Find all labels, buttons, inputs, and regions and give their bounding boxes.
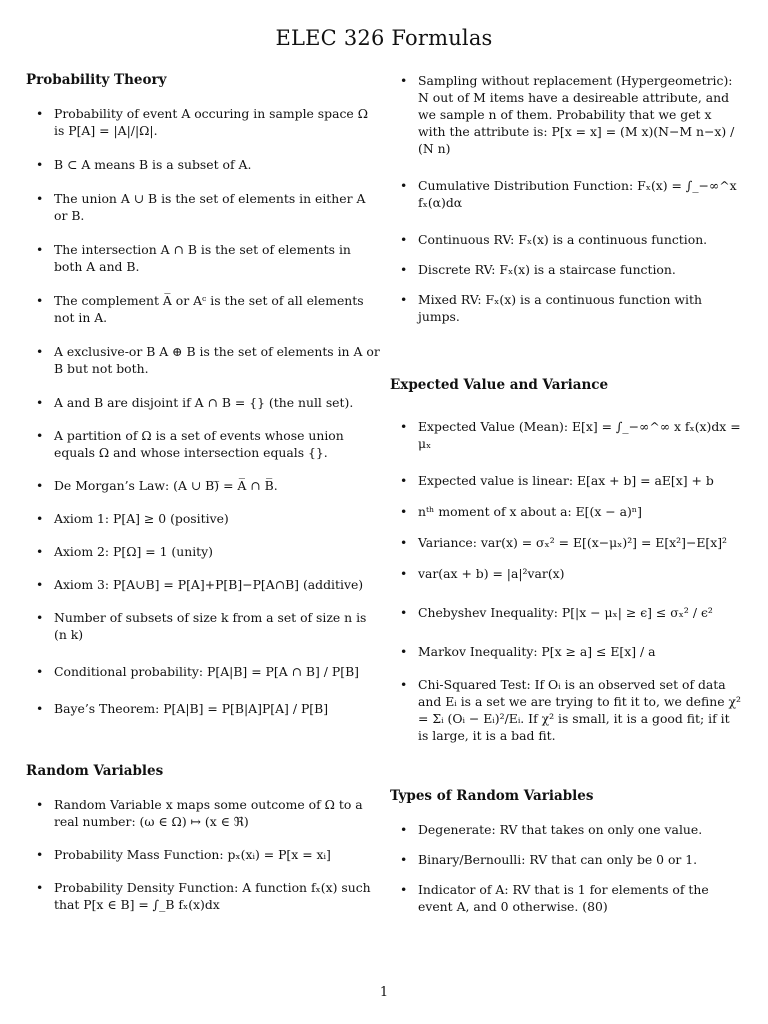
list-item: • The union A ∪ B is the set of elements in either A or B. xyxy=(26,190,380,224)
list-item: • Baye’s Theorem: P[A|B] = P[B|A]P[A] / P[B] xyxy=(26,700,380,717)
list-item: • A and B are disjoint if A ∩ B = {} (the null set). xyxy=(26,394,380,411)
right-column xyxy=(390,72,742,915)
list-item: • The intersection A ∩ B is the set of elements in both A and B. xyxy=(26,241,380,275)
list-item: • A partition of Ω is a set of events whose union equals Ω and whose intersection equals {}. xyxy=(26,427,380,461)
list-item: • Sampling without replacement (Hypergeometric): N out of M items have a desireable attribute, and we sample n of them. Probability that we get x with the attribute is: P[x = x] = (M x)(N−M n−x) / (N n) xyxy=(390,72,742,157)
list-item: • Number of subsets of size k from a set of size n is (n k) xyxy=(26,609,380,643)
list-item: • Axiom 2: P[Ω] = 1 (unity) xyxy=(26,543,380,560)
page-number: 1 xyxy=(379,985,389,1000)
list-item: • Chi-Squared Test: If Oᵢ is an observed set of data and Eᵢ is a set we are trying to fit it to, we define χ² = Σᵢ (Oᵢ − Eᵢ)²/Eᵢ. If χ² is small, it is a good fit; if it is large, it is a bad fit. xyxy=(390,676,742,744)
section-heading-random-variables: Random Variables xyxy=(26,763,164,779)
list-item: • var(ax + b) = |a|²var(x) xyxy=(390,565,742,582)
section-heading-types-of-random-variables: Types of Random Variables xyxy=(390,788,594,804)
expected-value-list xyxy=(390,418,742,744)
left-column xyxy=(26,72,380,913)
list-item: • nᵗʰ moment of x about a: E[(x − a)ⁿ] xyxy=(390,503,742,520)
list-item: • Binary/Bernoulli: RV that can only be 0 or 1. xyxy=(390,851,742,868)
list-item: • Discrete RV: Fₓ(x) is a staircase function. xyxy=(390,261,742,278)
list-item: • Expected Value (Mean): E[x] = ∫_−∞^∞ x fₓ(x)dx = μₓ xyxy=(390,418,742,452)
list-item: • B ⊂ A means B is a subset of A. xyxy=(26,156,380,173)
list-item: • Continuous RV: Fₓ(x) is a continuous function. xyxy=(390,231,742,248)
list-item: • The complement A̅ or Aᶜ is the set of all elements not in A. xyxy=(26,292,380,326)
list-item: • Probability of event A occuring in sample space Ω is P[A] = |A|/|Ω|. xyxy=(26,105,380,139)
list-item: • Conditional probability: P[A|B] = P[A ∩ B] / P[B] xyxy=(26,663,380,680)
list-item: • Chebyshev Inequality: P[|x − μₓ| ≥ ϵ] ≤ σₓ² / ϵ² xyxy=(390,604,742,621)
list-item: • Axiom 3: P[A∪B] = P[A]+P[B]−P[A∩B] (additive) xyxy=(26,576,380,593)
section-heading-probability-theory: Probability Theory xyxy=(26,72,167,88)
page-title: ELEC 326 Formulas xyxy=(275,26,493,50)
list-item: • Indicator of A: RV that is 1 for elements of the event A, and 0 otherwise. (80) xyxy=(390,881,742,915)
probability-theory-list xyxy=(26,105,380,717)
list-item: • Degenerate: RV that takes on only one value. xyxy=(390,821,742,838)
list-item: • Variance: var(x) = σₓ² = E[(x−μₓ)²] = E[x²]−E[x]² xyxy=(390,534,742,551)
list-item: • Markov Inequality: P[x ≥ a] ≤ E[x] / a xyxy=(390,643,742,660)
list-item: • Probability Mass Function: pₓ(xᵢ) = P[x = xᵢ] xyxy=(26,846,380,863)
types-of-rv-list xyxy=(390,821,742,915)
list-item: • A exclusive-or B A ⊕ B is the set of elements in A or B but not both. xyxy=(26,343,380,377)
list-item: • De Morgan’s Law: (A ∪ B)̅ = A̅ ∩ B̅. xyxy=(26,477,380,494)
random-variables-list xyxy=(26,796,380,913)
section-heading-expected-value-and-variance: Expected Value and Variance xyxy=(390,377,609,393)
list-item: • Cumulative Distribution Function: Fₓ(x) = ∫_−∞^x fₓ(α)dα xyxy=(390,177,742,211)
list-item: • Probability Density Function: A function fₓ(x) such that P[x ∈ B] = ∫_B fₓ(x)dx xyxy=(26,879,380,913)
list-item: • Axiom 1: P[A] ≥ 0 (positive) xyxy=(26,510,380,527)
distribution-list xyxy=(390,72,742,325)
list-item: • Expected value is linear: E[ax + b] = aE[x] + b xyxy=(390,472,742,489)
list-item: • Mixed RV: Fₓ(x) is a continuous function with jumps. xyxy=(390,291,742,325)
list-item: • Random Variable x maps some outcome of Ω to a real number: (ω ∈ Ω) ↦ (x ∈ ℜ) xyxy=(26,796,380,830)
